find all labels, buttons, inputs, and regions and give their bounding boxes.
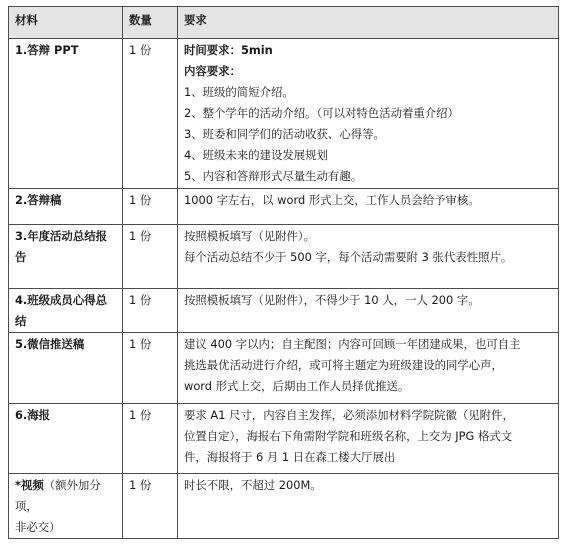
table-row xyxy=(9,225,559,289)
table-row xyxy=(9,333,559,404)
requirement-cell xyxy=(178,404,559,474)
quantity-cell: 1 份 xyxy=(123,39,178,189)
material-name: *视频 xyxy=(15,478,44,492)
material-cell xyxy=(9,474,123,539)
material-note: 非必交） xyxy=(15,520,61,534)
header-requirement: 要求 xyxy=(178,7,559,39)
requirement-text: 位置自定），海报右下角需附学院和班级名称，上交为 JPG 格式文 xyxy=(184,429,513,443)
requirement-text: 按照模板填写（见附件），不得少于 10 人，一人 200 字。 xyxy=(184,293,480,307)
quantity-cell: 1 份 xyxy=(123,333,178,404)
material-cell: 1.答辩 PPT xyxy=(9,39,123,189)
requirement-cell xyxy=(178,333,559,404)
requirement-text: 建议 400 字以内；自主配图；内容可回顾一年团建成果，也可自主 xyxy=(184,337,521,351)
requirement-text: 时长不限，不超过 200M。 xyxy=(184,478,322,492)
table-row xyxy=(9,474,559,539)
material-cell: 2.答辩稿 xyxy=(9,189,123,225)
requirement-text: 件，海报将于 6 月 1 日在森工楼大厅展出 xyxy=(184,450,396,464)
content-item: 5、内容和答辩形式尽量生动有趣。 xyxy=(184,169,363,183)
header-material: 材料 xyxy=(9,7,123,39)
requirement-cell xyxy=(178,189,559,225)
requirement-text: 1000 字左右，以 word 形式上交，工作人员会给予审核。 xyxy=(184,193,480,207)
requirement-cell xyxy=(178,39,559,189)
quantity-cell: 1 份 xyxy=(123,189,178,225)
quantity-cell: 1 份 xyxy=(123,225,178,289)
content-item: 4、班级未来的建设发展规划 xyxy=(184,148,328,162)
materials-requirements-table xyxy=(8,6,559,539)
requirement-cell xyxy=(178,289,559,333)
table-row xyxy=(9,404,559,474)
material-cell: 4.班级成员心得总结 xyxy=(9,289,123,333)
time-requirement xyxy=(184,40,552,61)
time-requirement-label: 时间要求： xyxy=(184,43,241,57)
material-cell: 6.海报 xyxy=(9,404,123,474)
header-quantity: 数量 xyxy=(123,7,178,39)
material-cell: 5.微信推送稿 xyxy=(9,333,123,404)
requirement-text: 每个活动总结不少于 500 字，每个活动需要附 3 张代表性照片。 xyxy=(184,250,513,264)
material-cell: 3.年度活动总结报告 xyxy=(9,225,123,289)
time-requirement-value: 5min xyxy=(240,43,273,57)
quantity-cell: 1 份 xyxy=(123,474,178,539)
content-item: 3、班委和同学们的活动收获、心得等。 xyxy=(184,127,385,141)
table-header-row xyxy=(9,7,559,39)
content-item: 2、整个学年的活动介绍。（可以对特色活动着重介绍） xyxy=(184,106,459,120)
quantity-cell: 1 份 xyxy=(123,289,178,333)
table-row xyxy=(9,289,559,333)
requirement-cell xyxy=(178,474,559,539)
requirement-cell xyxy=(178,225,559,289)
content-requirement-label: 内容要求： xyxy=(184,64,241,78)
requirement-text: 要求 A1 尺寸，内容自主发挥，必须添加材料学院院徽（见附件， xyxy=(184,408,514,422)
content-item: 1、班级的简短介绍。 xyxy=(184,85,294,99)
table-row xyxy=(9,189,559,225)
quantity-cell: 1 份 xyxy=(123,404,178,474)
requirement-text: 挑选最优活动进行介绍，或可将主题定为班级建设的同学心声， xyxy=(184,358,503,372)
table-row xyxy=(9,39,559,189)
material-note: （额外加分项， xyxy=(15,478,101,513)
requirement-text: 按照模板填写（见附件）。 xyxy=(184,229,315,243)
requirement-text: word 形式上交，后期由工作人员择优推送。 xyxy=(184,379,410,393)
